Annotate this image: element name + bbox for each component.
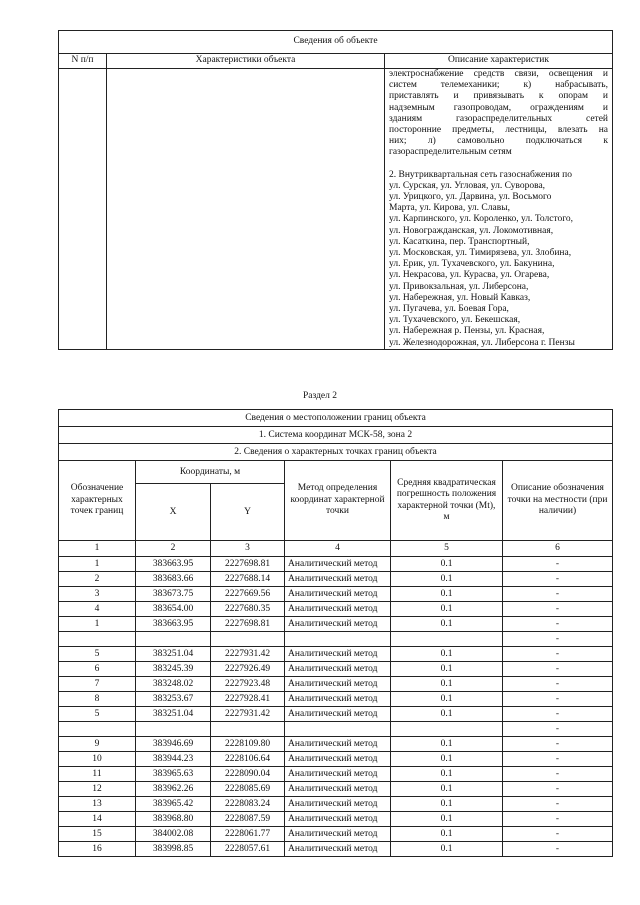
method-cell: Аналитический метод	[285, 557, 391, 572]
description-line: ул. Новогражданская, ул. Локомотивная,	[389, 225, 554, 236]
error-cell: 0.1	[391, 812, 503, 827]
marking-cell: -	[503, 587, 613, 602]
point-cell: 8	[59, 692, 136, 707]
marking-cell: -	[503, 752, 613, 767]
marking-cell: -	[503, 827, 613, 842]
description-line: ул. Привокзальная, ул. Либерсона,	[389, 281, 529, 292]
method-cell: Аналитический метод	[285, 827, 391, 842]
point-cell: 5	[59, 647, 136, 662]
x-cell: 383245.39	[136, 662, 211, 677]
marking-cell: -	[503, 707, 613, 722]
description-line: приставлять и привязывать к опорам и	[389, 91, 608, 102]
description-line: ул. Ерик, ул. Тухачевского, ул. Бакунина,	[389, 259, 555, 270]
col-number: 6	[503, 541, 613, 557]
x-cell: 383251.04	[136, 647, 211, 662]
description-line: ул. Пугачева, ул. Боевая Гора,	[389, 304, 509, 315]
table-row	[59, 707, 613, 722]
x-cell: 383673.75	[136, 587, 211, 602]
y-cell: 2227680.35	[211, 602, 285, 617]
method-cell: Аналитический метод	[285, 797, 391, 812]
boundary-points-table	[58, 409, 613, 857]
table-row	[59, 602, 613, 617]
col-number: 4	[285, 541, 391, 557]
x-cell: 383654.00	[136, 602, 211, 617]
col-number: 2	[136, 541, 211, 557]
header-coords: Координаты, м	[136, 461, 285, 484]
y-cell: 2227931.42	[211, 647, 285, 662]
y-cell: 2227698.81	[211, 557, 285, 572]
y-cell: 2228109.80	[211, 737, 285, 752]
method-cell: Аналитический метод	[285, 677, 391, 692]
y-cell: 2228087.59	[211, 812, 285, 827]
y-cell: 2227928.41	[211, 692, 285, 707]
method-cell: Аналитический метод	[285, 707, 391, 722]
y-cell: 2227926.49	[211, 662, 285, 677]
x-cell: 383998.85	[136, 842, 211, 857]
table-row	[59, 662, 613, 677]
description-line: ул. Железнодорожная, ул. Либерсона г. Пензы	[389, 337, 575, 348]
x-cell	[136, 722, 211, 737]
table-row	[59, 557, 613, 572]
method-cell: Аналитический метод	[285, 572, 391, 587]
description-line: надземным газопроводам, ограждениям и	[389, 102, 608, 113]
method-cell: Аналитический метод	[285, 842, 391, 857]
x-cell	[136, 632, 211, 647]
table-row	[59, 812, 613, 827]
table-row	[59, 647, 613, 662]
object-info-title: Сведения об объекте	[59, 31, 613, 54]
description-line: газораспределительным сетям	[389, 147, 512, 158]
marking-cell: -	[503, 617, 613, 632]
error-cell: 0.1	[391, 827, 503, 842]
marking-cell: -	[503, 677, 613, 692]
header-characteristics: Характеристики объекта	[107, 54, 385, 69]
method-cell: Аналитический метод	[285, 587, 391, 602]
x-cell: 384002.08	[136, 827, 211, 842]
y-cell	[211, 632, 285, 647]
error-cell: 0.1	[391, 617, 503, 632]
error-cell: 0.1	[391, 602, 503, 617]
points-subtitle: 2. Сведения о характерных точках границ объекта	[59, 444, 613, 461]
y-cell: 2228085.69	[211, 782, 285, 797]
point-cell: 5	[59, 707, 136, 722]
y-cell: 2228090.04	[211, 767, 285, 782]
description-line: электроснабжение средств связи, освещения и	[389, 69, 608, 79]
description-line: посторонние предметы, лестницы, влезать на	[389, 125, 608, 136]
y-cell: 2227923.48	[211, 677, 285, 692]
description-line: них; л) самовольно подключаться к	[389, 136, 608, 147]
marking-cell: -	[503, 782, 613, 797]
error-cell: 0.1	[391, 782, 503, 797]
error-cell	[391, 722, 503, 737]
error-cell: 0.1	[391, 767, 503, 782]
method-cell: Аналитический метод	[285, 662, 391, 677]
point-cell: 16	[59, 842, 136, 857]
point-cell: 3	[59, 587, 136, 602]
table-row	[59, 677, 613, 692]
error-cell: 0.1	[391, 677, 503, 692]
table-row	[59, 692, 613, 707]
description-line: ул. Набережная, ул. Новый Кавказ,	[389, 292, 531, 303]
description-line: ул. Набережная р. Пензы, ул. Красная,	[389, 326, 545, 337]
method-cell: Аналитический метод	[285, 767, 391, 782]
method-cell: Аналитический метод	[285, 602, 391, 617]
method-cell: Аналитический метод	[285, 812, 391, 827]
error-cell: 0.1	[391, 662, 503, 677]
x-cell: 383944.23	[136, 752, 211, 767]
description-line: систем телемеханики; к) набрасывать,	[389, 80, 608, 91]
point-cell: 12	[59, 782, 136, 797]
header-error: Средняя квадратическая погрешность положения характерной точки (Mt), м	[391, 461, 503, 541]
marking-cell: -	[503, 662, 613, 677]
point-cell: 14	[59, 812, 136, 827]
table-row	[59, 827, 613, 842]
header-number: N п/п	[59, 54, 107, 69]
method-cell	[285, 722, 391, 737]
table-row	[59, 767, 613, 782]
y-cell: 2228083.24	[211, 797, 285, 812]
col-number: 3	[211, 541, 285, 557]
description-line: 2. Внутриквартальная сеть газоснабжения по	[389, 169, 572, 180]
table-row	[59, 587, 613, 602]
marking-cell: -	[503, 572, 613, 587]
y-cell: 2228061.77	[211, 827, 285, 842]
description-line: ул. Некрасова, ул. Курасва, ул. Огарева,	[389, 270, 550, 281]
error-cell: 0.1	[391, 557, 503, 572]
point-cell: 6	[59, 662, 136, 677]
y-cell: 2227931.42	[211, 707, 285, 722]
method-cell: Аналитический метод	[285, 692, 391, 707]
description-spacer	[389, 159, 608, 170]
method-cell: Аналитический метод	[285, 752, 391, 767]
object-info-table	[58, 30, 613, 350]
point-cell	[59, 632, 136, 647]
description-cell	[385, 69, 613, 350]
header-method: Метод определения координат характерной точки	[285, 461, 391, 541]
error-cell	[391, 632, 503, 647]
error-cell: 0.1	[391, 692, 503, 707]
point-cell	[59, 722, 136, 737]
table-row	[59, 632, 613, 647]
description-line: ул. Карпинского, ул. Короленко, ул. Толстого,	[389, 214, 574, 225]
point-cell: 13	[59, 797, 136, 812]
marking-cell: -	[503, 812, 613, 827]
section-label: Раздел 2	[303, 391, 337, 401]
marking-cell: -	[503, 797, 613, 812]
x-cell: 383248.02	[136, 677, 211, 692]
description-line: Марта, ул. Кирова, ул. Славы,	[389, 203, 510, 214]
table-row	[59, 782, 613, 797]
point-cell: 11	[59, 767, 136, 782]
header-marking: Описание обозначения точки на местности (при наличии)	[503, 461, 613, 541]
description-line: ул. Московская, ул. Тимирязева, ул. Злобина,	[389, 248, 572, 259]
error-cell: 0.1	[391, 797, 503, 812]
number-cell	[59, 69, 107, 350]
point-cell: 4	[59, 602, 136, 617]
point-cell: 9	[59, 737, 136, 752]
description-line: ул. Касаткина, пер. Транспортный,	[389, 236, 530, 247]
point-cell: 2	[59, 572, 136, 587]
marking-cell: -	[503, 647, 613, 662]
point-cell: 1	[59, 617, 136, 632]
coordinate-system: 1. Система координат МСК-58, зона 2	[59, 427, 613, 444]
method-cell: Аналитический метод	[285, 737, 391, 752]
header-x: X	[136, 484, 211, 541]
description-line: ул. Урицкого, ул. Дарвина, ул. Восьмого	[389, 192, 552, 203]
x-cell: 383965.42	[136, 797, 211, 812]
marking-cell: -	[503, 767, 613, 782]
error-cell: 0.1	[391, 572, 503, 587]
marking-cell: -	[503, 737, 613, 752]
error-cell: 0.1	[391, 842, 503, 857]
location-title: Сведения о местоположении границ объекта	[59, 410, 613, 427]
table-row	[59, 572, 613, 587]
col-number: 1	[59, 541, 136, 557]
method-cell: Аналитический метод	[285, 647, 391, 662]
header-point: Обозначение характерных точек границ	[59, 461, 136, 541]
error-cell: 0.1	[391, 587, 503, 602]
x-cell: 383253.67	[136, 692, 211, 707]
x-cell: 383968.80	[136, 812, 211, 827]
x-cell: 383965.63	[136, 767, 211, 782]
method-cell	[285, 632, 391, 647]
marking-cell: -	[503, 602, 613, 617]
x-cell: 383663.95	[136, 557, 211, 572]
y-cell: 2227698.81	[211, 617, 285, 632]
y-cell	[211, 722, 285, 737]
marking-cell: -	[503, 692, 613, 707]
y-cell: 2228106.64	[211, 752, 285, 767]
point-cell: 10	[59, 752, 136, 767]
table-row	[59, 722, 613, 737]
method-cell: Аналитический метод	[285, 617, 391, 632]
error-cell: 0.1	[391, 737, 503, 752]
error-cell: 0.1	[391, 707, 503, 722]
table-row	[59, 617, 613, 632]
table-row	[59, 797, 613, 812]
table-row	[59, 752, 613, 767]
header-y: Y	[211, 484, 285, 541]
method-cell: Аналитический метод	[285, 782, 391, 797]
error-cell: 0.1	[391, 752, 503, 767]
header-description: Описание характеристик	[385, 54, 613, 69]
marking-cell: -	[503, 842, 613, 857]
x-cell: 383251.04	[136, 707, 211, 722]
description-line: зданиям газораспределительных сетей	[389, 113, 608, 124]
error-cell: 0.1	[391, 647, 503, 662]
point-cell: 15	[59, 827, 136, 842]
x-cell: 383946.69	[136, 737, 211, 752]
point-cell: 1	[59, 557, 136, 572]
y-cell: 2227688.14	[211, 572, 285, 587]
y-cell: 2227669.56	[211, 587, 285, 602]
col-number: 5	[391, 541, 503, 557]
marking-cell: -	[503, 722, 613, 737]
characteristics-cell	[107, 69, 385, 350]
x-cell: 383962.26	[136, 782, 211, 797]
x-cell: 383683.66	[136, 572, 211, 587]
marking-cell: -	[503, 632, 613, 647]
marking-cell: -	[503, 557, 613, 572]
table-row	[59, 842, 613, 857]
table-row	[59, 737, 613, 752]
y-cell: 2228057.61	[211, 842, 285, 857]
description-line: ул. Сурская, ул. Угловая, ул. Суворова,	[389, 180, 546, 191]
point-cell: 7	[59, 677, 136, 692]
description-line: ул. Тухачевского, ул. Бекешская,	[389, 315, 521, 326]
x-cell: 383663.95	[136, 617, 211, 632]
